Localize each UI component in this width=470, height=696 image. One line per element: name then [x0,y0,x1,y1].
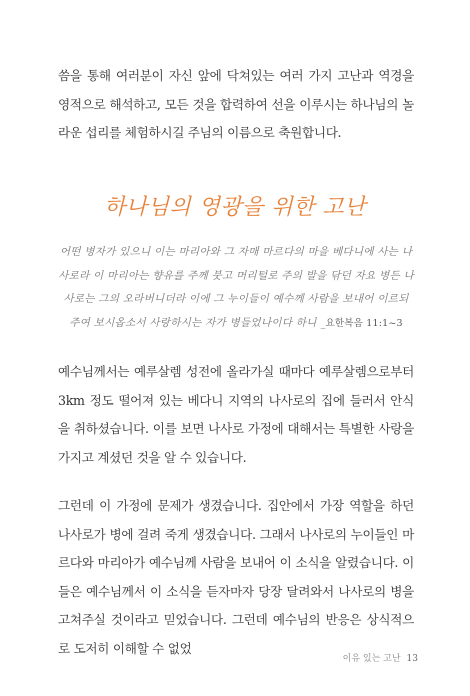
scripture-reference: _요한복음 11:1~3 [320,317,403,329]
page-number: 13 [406,654,418,664]
body-paragraph-1: 예수님께서는 예루살렘 성전에 올라가실 때마다 예루살렘으로부터 3km 정도 떨어져 있는 베다니 지역의 나사로의 집에 들러서 안식을 취하셨습니다. 이를 보면 나사로 가정에 대해서는 특별한 사랑을 가지고 계셨던 것을 알 수 있습니다. [58,364,414,465]
page-footer [343,651,418,664]
scripture-text: 어떤 병자가 있으니 이는 마리아와 그 자매 마르다의 마을 베다니에 사는 나사로라 이 마리아는 향유를 주께 붓고 머리털로 주의 발을 닦던 자요 병든 나사로는 그의 오라버니더라 이에 그 누이들이 예수께 사람을 보내어 이르되 주여 보시옵소서 사랑하시는 자가 병들었나이다 하니 [58,246,414,329]
body-paragraph-2: 그런데 이 가정에 문제가 생겼습니다. 집안에서 가장 역할을 하던 나사로가 병에 걸려 죽게 생겼습니다. 그래서 나사로의 누이들인 마르다와 마리아가 예수님께 사람을 보내어 이 소식을 알렸습니다. 이들은 예수님께서 이 소식을 듣자마자 당장 달려와서 나사로의 병을 고쳐주실 것이라고 믿었습니다. 그런데 예수님의 반응은 상식적으로 도저히 이해할 수 없었 [58,498,414,656]
running-title: 이유 있는 고난 [342,654,401,664]
intro-paragraph: 씀을 통해 여러분이 자신 앞에 닥쳐있는 여러 가지 고난과 역경을 영적으로 해석하고, 모든 것을 합력하여 선을 이루시는 하나님의 놀라운 섭리를 체험하시길 주님의 이름으로 축원합니다. [58,68,414,140]
scripture-quote [58,241,414,335]
chapter-title: 하나님의 영광을 위한 고난 [104,195,366,220]
